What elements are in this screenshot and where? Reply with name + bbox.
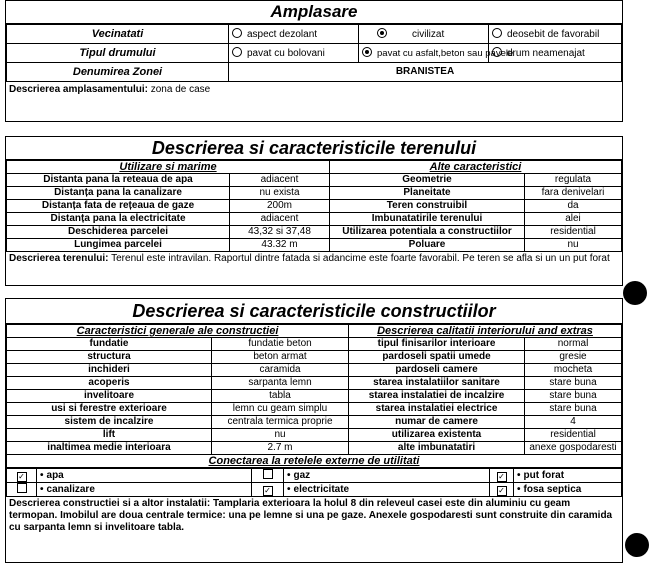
constructii-row <box>7 429 622 442</box>
interior-value: anexe gospodaresti <box>525 442 622 455</box>
zona-label: Denumirea Zonei <box>7 63 229 82</box>
teren-characteristic: Teren construibil <box>330 200 525 213</box>
utilitati-header: Conectarea la retelele externe de utilitati <box>7 455 622 468</box>
teren-row <box>7 213 622 226</box>
teren-characteristic: Planeitate <box>330 187 525 200</box>
radio-selected-icon <box>362 47 372 57</box>
teren-description <box>6 252 622 266</box>
constructie-label: usi si ferestre exterioare <box>7 403 212 416</box>
constructie-value: sarpanta lemn <box>212 377 349 390</box>
interior-label: starea instalatiilor sanitare <box>349 377 525 390</box>
teren-label: Distanța pana la electricitate <box>7 213 230 226</box>
teren-characteristic-value: da <box>525 200 622 213</box>
utilitate-checkbox[interactable]: ✓ <box>498 485 505 495</box>
constructie-label: invelitoare <box>7 390 212 403</box>
constructie-value: caramida <box>212 364 349 377</box>
constructii-row <box>7 338 622 351</box>
utilitate-checkbox-cell <box>7 469 37 483</box>
constructie-label: structura <box>7 351 212 364</box>
teren-left-header: Utilizare si marime <box>7 161 330 174</box>
constructii-row <box>7 390 622 403</box>
drum-option-bolovani[interactable]: pavat cu bolovani <box>229 44 359 63</box>
bullet-icon: • <box>40 483 44 495</box>
interior-label: tipul finisarilor interioare <box>349 338 525 351</box>
teren-value: nu exista <box>230 187 330 200</box>
constructii-left-header: Caracteristici generale ale constructiei <box>7 325 349 338</box>
drum-label: Tipul drumului <box>7 44 229 63</box>
utilitate-label-cell <box>37 469 252 483</box>
interior-value: mocheta <box>525 364 622 377</box>
drum-option-neamenajat[interactable]: drum neamenajat <box>489 44 622 63</box>
utilitate-checkbox-cell <box>252 483 284 497</box>
interior-value: residential <box>525 429 622 442</box>
bullet-icon: • <box>287 483 291 495</box>
utilitate-checkbox[interactable]: ✓ <box>18 471 25 481</box>
interior-value: 4 <box>525 416 622 429</box>
constructie-label: sistem de incalzire <box>7 416 212 429</box>
constructie-label: lift <box>7 429 212 442</box>
radio-icon <box>232 47 242 57</box>
amplasament-description <box>6 82 622 97</box>
teren-row <box>7 226 622 239</box>
teren-row <box>7 187 622 200</box>
utilitate-label-cell <box>284 483 490 497</box>
teren-row <box>7 200 622 213</box>
amplasare-title: Amplasare <box>6 1 622 24</box>
constructii-description: Descrierea constructiei si a altor instalatii: Tamplaria exterioara la holul 8 din releveul casei este din aluminiu cu geam termopan. Imobilul are doua centrale termice: una pe lemne si una pe gaze. Anexele gospodaresti sunt construite din caramida cu sarpanta lemn si invelitoare tabla. <box>9 498 613 533</box>
utilitate-label-cell <box>284 469 490 483</box>
constructie-value: nu <box>212 429 349 442</box>
interior-label: starea instalatiei de incalzire <box>349 390 525 403</box>
utilitate-checkbox[interactable]: ✓ <box>498 471 505 481</box>
interior-value: stare buna <box>525 390 622 403</box>
utilitati-row <box>7 469 622 483</box>
amplasament-description-label: Descrierea amplasamentului: <box>9 84 148 95</box>
amplasare-section <box>5 0 623 122</box>
utilitati-row <box>7 483 622 497</box>
teren-label: Distanța fata de rețeaua de gaze <box>7 200 230 213</box>
interior-label: utilizarea existenta <box>349 429 525 442</box>
radio-icon <box>492 28 502 38</box>
utilitate-label: fosa septica <box>523 483 582 495</box>
utilitate-label-cell <box>37 483 252 497</box>
interior-value: stare buna <box>525 403 622 416</box>
teren-right-header: Alte caracteristici <box>330 161 622 174</box>
utilitate-label: apa <box>46 469 64 481</box>
constructie-label: fundatie <box>7 338 212 351</box>
constructie-value: tabla <box>212 390 349 403</box>
utilitate-label-cell <box>514 469 622 483</box>
constructii-row <box>7 403 622 416</box>
utilitate-checkbox[interactable] <box>263 469 273 479</box>
teren-value: adiacent <box>230 174 330 187</box>
constructie-label: acoperis <box>7 377 212 390</box>
teren-row <box>7 239 622 252</box>
bullet-icon: • <box>517 469 521 481</box>
constructii-table <box>6 324 622 468</box>
teren-label: Distanța pana la canalizare <box>7 187 230 200</box>
constructii-right-header: Descrierea calitatii interiorului and extras <box>349 325 622 338</box>
teren-description-value: Terenul este intravilan. Raportul dintre fatada si adancime este foarte favorabil. Pe teren se afla si un un put forat <box>111 253 610 264</box>
interior-label: numar de camere <box>349 416 525 429</box>
bullet-icon: • <box>40 469 44 481</box>
teren-value: 43.32 m <box>230 239 330 252</box>
utilitate-label-cell <box>514 483 622 497</box>
constructii-title: Descrierea si caracteristicile constructiilor <box>6 299 622 324</box>
constructie-value: lemn cu geam simplu <box>212 403 349 416</box>
teren-characteristic: Geometrie <box>330 174 525 187</box>
vecinatati-label: Vecinatati <box>7 25 229 44</box>
utilitati-table <box>6 468 622 497</box>
constructii-row <box>7 442 622 455</box>
vecinatati-option-deosebit[interactable]: deosebit de favorabil <box>489 25 622 44</box>
utilitate-checkbox-cell <box>252 469 284 483</box>
teren-value: 200m <box>230 200 330 213</box>
constructii-section <box>5 298 623 563</box>
bullet-icon: • <box>287 469 291 481</box>
utilitate-label: put forat <box>523 469 565 481</box>
zona-value: BRANISTEA <box>229 63 622 82</box>
constructie-value: fundatie beton <box>212 338 349 351</box>
interior-value: normal <box>525 338 622 351</box>
interior-label: alte imbunatatiri <box>349 442 525 455</box>
teren-description-label: Descrierea terenului: <box>9 253 109 264</box>
utilitate-checkbox[interactable]: ✓ <box>264 485 271 495</box>
utilitate-label: canalizare <box>46 483 95 495</box>
constructie-value: 2.7 m <box>212 442 349 455</box>
utilitate-label: electricitate <box>293 483 350 495</box>
interior-value: stare buna <box>525 377 622 390</box>
constructie-value: centrala termica proprie <box>212 416 349 429</box>
teren-characteristic-value: alei <box>525 213 622 226</box>
interior-label: pardoseli spatii umede <box>349 351 525 364</box>
teren-label: Deschiderea parcelei <box>7 226 230 239</box>
teren-title: Descrierea si caracteristicile terenului <box>6 137 622 160</box>
amplasament-description-value: zona de case <box>150 84 211 95</box>
teren-characteristic-value: nu <box>525 239 622 252</box>
teren-characteristic-value: fara denivelari <box>525 187 622 200</box>
drum-option-asfalt[interactable]: pavat cu asfalt,beton sau pavele <box>359 44 489 63</box>
teren-value: 43,32 si 37,48 <box>230 226 330 239</box>
teren-label: Distanta pana la reteaua de apa <box>7 174 230 187</box>
constructie-label: inaltimea medie interioara <box>7 442 212 455</box>
teren-characteristic: Utilizarea potentiala a constructiilor <box>330 226 525 239</box>
teren-characteristic-value: regulata <box>525 174 622 187</box>
interior-value: gresie <box>525 351 622 364</box>
teren-value: adiacent <box>230 213 330 226</box>
radio-icon <box>492 47 502 57</box>
utilitate-checkbox[interactable] <box>17 483 27 493</box>
constructie-label: inchideri <box>7 364 212 377</box>
teren-section <box>5 136 623 286</box>
binder-hole <box>625 533 649 557</box>
amplasare-table <box>6 24 622 82</box>
teren-characteristic: Imbunatatirile terenului <box>330 213 525 226</box>
constructie-value: beton armat <box>212 351 349 364</box>
teren-characteristic: Poluare <box>330 239 525 252</box>
constructii-row <box>7 364 622 377</box>
constructii-row <box>7 351 622 364</box>
constructii-row <box>7 416 622 429</box>
bullet-icon: • <box>517 483 521 495</box>
teren-table <box>6 160 622 252</box>
radio-icon <box>232 28 242 38</box>
teren-characteristic-value: residential <box>525 226 622 239</box>
interior-label: pardoseli camere <box>349 364 525 377</box>
interior-label: starea instalatiei electrice <box>349 403 525 416</box>
teren-label: Lungimea parcelei <box>7 239 230 252</box>
utilitate-checkbox-cell <box>490 469 514 483</box>
vecinatati-option-aspect[interactable]: aspect dezolant <box>229 25 359 44</box>
utilitate-label: gaz <box>293 469 311 481</box>
utilitate-checkbox-cell <box>490 483 514 497</box>
vecinatati-option-civilizat[interactable]: civilizat <box>359 25 489 44</box>
binder-hole <box>623 281 647 305</box>
utilitate-checkbox-cell <box>7 483 37 497</box>
constructii-row <box>7 377 622 390</box>
teren-row <box>7 174 622 187</box>
radio-selected-icon <box>377 28 387 38</box>
